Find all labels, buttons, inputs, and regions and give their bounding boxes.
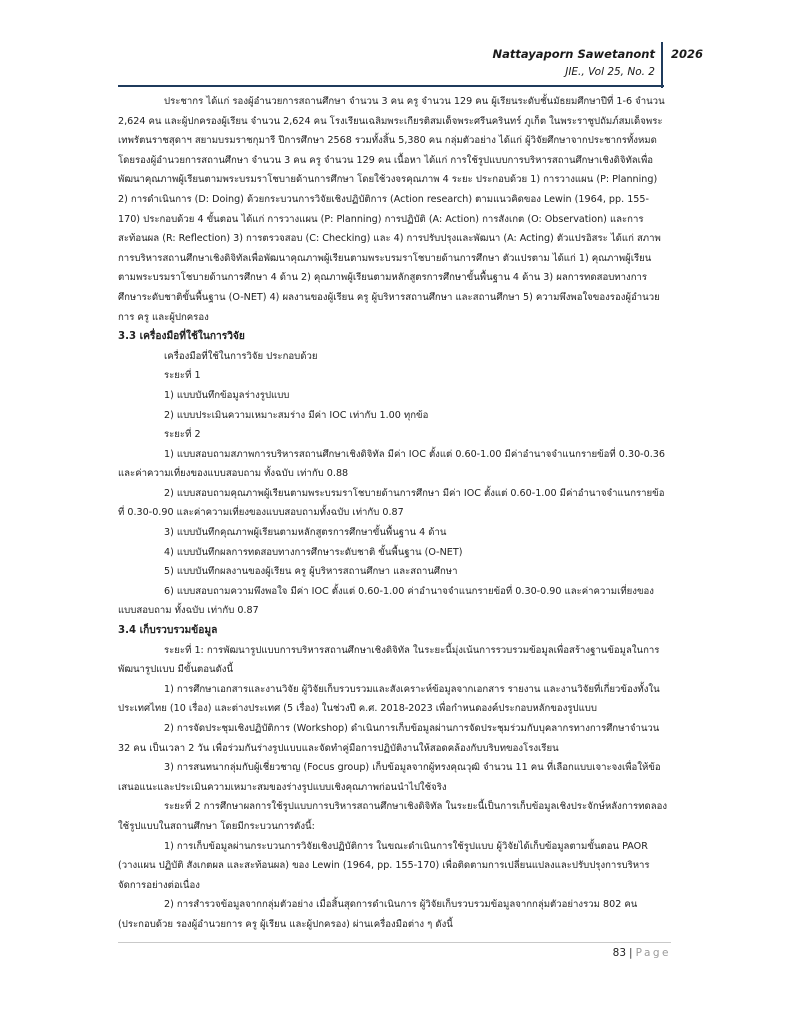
footer-divider	[118, 942, 671, 943]
paragraph: ระยะที่ 1	[164, 370, 201, 382]
list-item: 4) แบบบันทึกผลการทดสอบทางการศึกษาระดับชาติ ขั้นพื้นฐาน (O-NET)	[164, 546, 463, 558]
list-item: 2) แบบสอบถามคุณภาพผู้เรียนตามพระบรมราโชบายด้านการศึกษา มีค่า IOC ตั้งแต่ 0.60-1.00 มีค่าอำนาจจำแนกรายข้อที่ 0.30-0.90 และค่าความเที่ยงของแบบสอบถามทั้งฉบับ เท่ากับ 0.87	[118, 487, 665, 519]
list-item: 1) แบบบันทึกข้อมูลร่างรูปแบบ	[164, 389, 290, 401]
list-item: 3) การสนทนากลุ่มกับผู้เชี่ยวชาญ (Focus group) เก็บข้อมูลจากผู้ทรงคุณวุฒิ จำนวน 11 คน ที่เลือกแบบเจาะจงเพื่อให้ข้อเสนอแนะและประเมินความเหมาะสมของร่างรูปแบบเชิงคุณภาพก่อนนำไปใช้จริง	[118, 762, 661, 793]
list-item: 1) การเก็บข้อมูลผ่านกระบวนการวิจัยเชิงปฏิบัติการ ในขณะดำเนินการใช้รูปแบบ ผู้วิจัยได้เก็บข้อมูลตามขั้นตอน PAOR (วางแผน ปฏิบัติ สังเกตผล และสะท้อนผล) ของ Lewin (1964, pp. 155-170) เพื่อติดตามการเปลี่ยนแปลงและปรับปรุงการบริหารจัดการอย่างต่อเนื่อง	[118, 840, 650, 891]
list-item: 2) การสำรวจข้อมูลจากกลุ่มตัวอย่าง เมื่อสิ้นสุดการดำเนินการ ผู้วิจัยเก็บรวบรวมข้อมูลจากกลุ่มตัวอย่างรวม 802 คน (ประกอบด้วย รองผู้อำนวยการ ครู ผู้เรียน และผู้ปกครอง) ผ่านเครื่องมือต่าง ๆ ดังนี้	[118, 899, 638, 930]
paragraph: ระยะที่ 1: การพัฒนารูปแบบการบริหารสถานศึกษาเชิงดิจิทัล ในระยะนี้มุ่งเน้นการรวบรวมข้อมูลเพื่อสร้างฐานข้อมูลในการพัฒนารูปแบบ มีขั้นตอนดังนี้	[118, 644, 660, 676]
list-item: 2) แบบประเมินความเหมาะสมร่าง มีค่า IOC เท่ากับ 1.00 ทุกข้อ	[164, 409, 429, 421]
list-item: 2) การจัดประชุมเชิงปฏิบัติการ (Workshop) ดำเนินการเก็บข้อมูลผ่านการจัดประชุมร่วมกับบุคลากรทางการศึกษาจำนวน 32 คน เป็นเวลา 2 วัน เพื่อร่วมกันร่างรูปแบบและจัดทำคู่มือการปฏิบัติงานให้สอดคล้องกับบริบทของโรงเรียน	[118, 723, 660, 754]
paragraph: ระยะที่ 2	[164, 429, 201, 441]
list-item: 3) แบบบันทึกคุณภาพผู้เรียนตามหลักสูตรการศึกษาขั้นพื้นฐาน 4 ด้าน	[164, 527, 447, 539]
page-number: 83	[612, 947, 627, 959]
header-year: 2026	[671, 47, 704, 61]
list-item: 5) แบบบันทึกผลงานของผู้เรียน ครู ผู้บริหารสถานศึกษา และสถานศึกษา	[164, 566, 458, 578]
list-item: 1) แบบสอบถามสภาพการบริหารสถานศึกษาเชิงดิจิทัล มีค่า IOC ตั้งแต่ 0.60-1.00 มีค่าอำนาจจำแนกรายข้อที่ 0.30-0.36 และค่าความเที่ยงของแบบสอบถาม ทั้งฉบับ เท่ากับ 0.88	[118, 448, 665, 480]
header-divider-vertical	[661, 42, 663, 88]
page-footer	[613, 947, 671, 959]
header-author: Nattayaporn Sawetanont	[492, 47, 655, 61]
header-journal: JIE., Vol 25, No. 2	[565, 66, 655, 78]
list-item: 6) แบบสอบถามความพึงพอใจ มีค่า IOC ตั้งแต่ 0.60-1.00 ค่าอำนาจจำแนกรายข้อที่ 0.30-0.90 และค่าความเที่ยงของแบบสอบถาม ทั้งฉบับ เท่ากับ 0.87	[118, 585, 654, 617]
paragraph-population: ประชากร ได้แก่ รองผู้อำนวยการสถานศึกษา จำนวน 3 คน ครู จำนวน 129 คน ผู้เรียนระดับชั้นมัธยมศึกษาปีที่ 1-6 จำนวน 2,624 คน และผู้ปกครองผู้เรียน จำนวน 2,624 คน โรงเรียนเฉลิมพระเกียรติสมเด็จพระศรีนครินทร์ ภูเก็ต ในพระราชูปถัมภ์สมเด็จพระเทพรัตนราชสุดาฯ สยามบรมราชกุมารี ปีการศึกษา 2568 รวมทั้งสิ้น 5,380 คน กลุ่มตัวอย่าง ได้แก่ ผู้วิจัยศึกษาจากประชากรทั้งหมดโดยรองผู้อำนวยการสถานศึกษา จำนวน 3 คน ครู จำนวน 129 คน เนื้อหา ได้แก่ การใช้รูปแบบการบริหารสถานศึกษาเชิงดิจิทัลเพื่อพัฒนาคุณภาพผู้เรียนตามพระบรมราโชบายด้านการศึกษา โดยใช้วงจรคุณภาพ 4 ระยะ ประกอบด้วย 1) การวางแผน (P: Planning) 2) การดำเนินการ (D: Doing) ด้วยกระบวนการวิจัยเชิงปฏิบัติการ (Action research) ตามแนวคิดของ Lewin (1964, pp. 155-170) ประกอบด้วย 4 ขั้นตอน ได้แก่ การวางแผน (P: Planning) การปฏิบัติ (A: Action) การสังเกต (O: Observation) และการสะท้อนผล (R: Reflection) 3) การตรวจสอบ (C: Checking) และ 4) การปรับปรุงและพัฒนา (A: Acting) ตัวแปรอิสระ ได้แก่ สภาพการบริหารสถานศึกษาเชิงดิจิทัลเพื่อพัฒนาคุณภาพผู้เรียนตามพระบรมราโชบายด้านการศึกษา ตัวแปรตาม ได้แก่ 1) คุณภาพผู้เรียนตามพระบรมราโชบายด้านการศึกษา 4 ด้าน 2) คุณภาพผู้เรียนตามหลักสูตรการศึกษาขั้นพื้นฐาน 4 ด้าน 3) ผลการทดสอบทางการศึกษาระดับชาติขั้นพื้นฐาน (O-NET) 4) ผลงานของผู้เรียน ครู ผู้บริหารสถานศึกษา และสถานศึกษา 5) ความพึงพอใจของรองผู้อำนวยการ ครู และผู้ปกครอง	[118, 96, 665, 323]
paragraph: ระยะที่ 2 การศึกษาผลการใช้รูปแบบการบริหารสถานศึกษาเชิงดิจิทัล ในระยะนี้เป็นการเก็บข้อมูลเชิงประจักษ์หลังการทดลองใช้รูปแบบในสถานศึกษา โดยมีกระบวนการดังนี้:	[118, 801, 668, 832]
header-divider	[118, 85, 664, 87]
list-item: 1) การศึกษาเอกสารและงานวิจัย ผู้วิจัยเก็บรวบรวมและสังเคราะห์ข้อมูลจากเอกสาร รายงาน และงานวิจัยที่เกี่ยวข้องทั้งในประเทศไทย (10 เรื่อง) และต่างประเทศ (5 เรื่อง) ในช่วงปี ค.ศ. 2018-2023 เพื่อกำหนดองค์ประกอบหลักของรูปแบบ	[118, 683, 660, 715]
page-word: Page	[635, 947, 671, 959]
section-heading: 3.4 เก็บรวบรวมข้อมูล	[118, 625, 218, 637]
paragraph: เครื่องมือที่ใช้ในการวิจัย ประกอบด้วย	[164, 350, 318, 362]
section-heading: 3.3 เครื่องมือที่ใช้ในการวิจัย	[118, 331, 245, 343]
footer-separator: |	[629, 947, 633, 959]
body-text	[118, 92, 670, 935]
